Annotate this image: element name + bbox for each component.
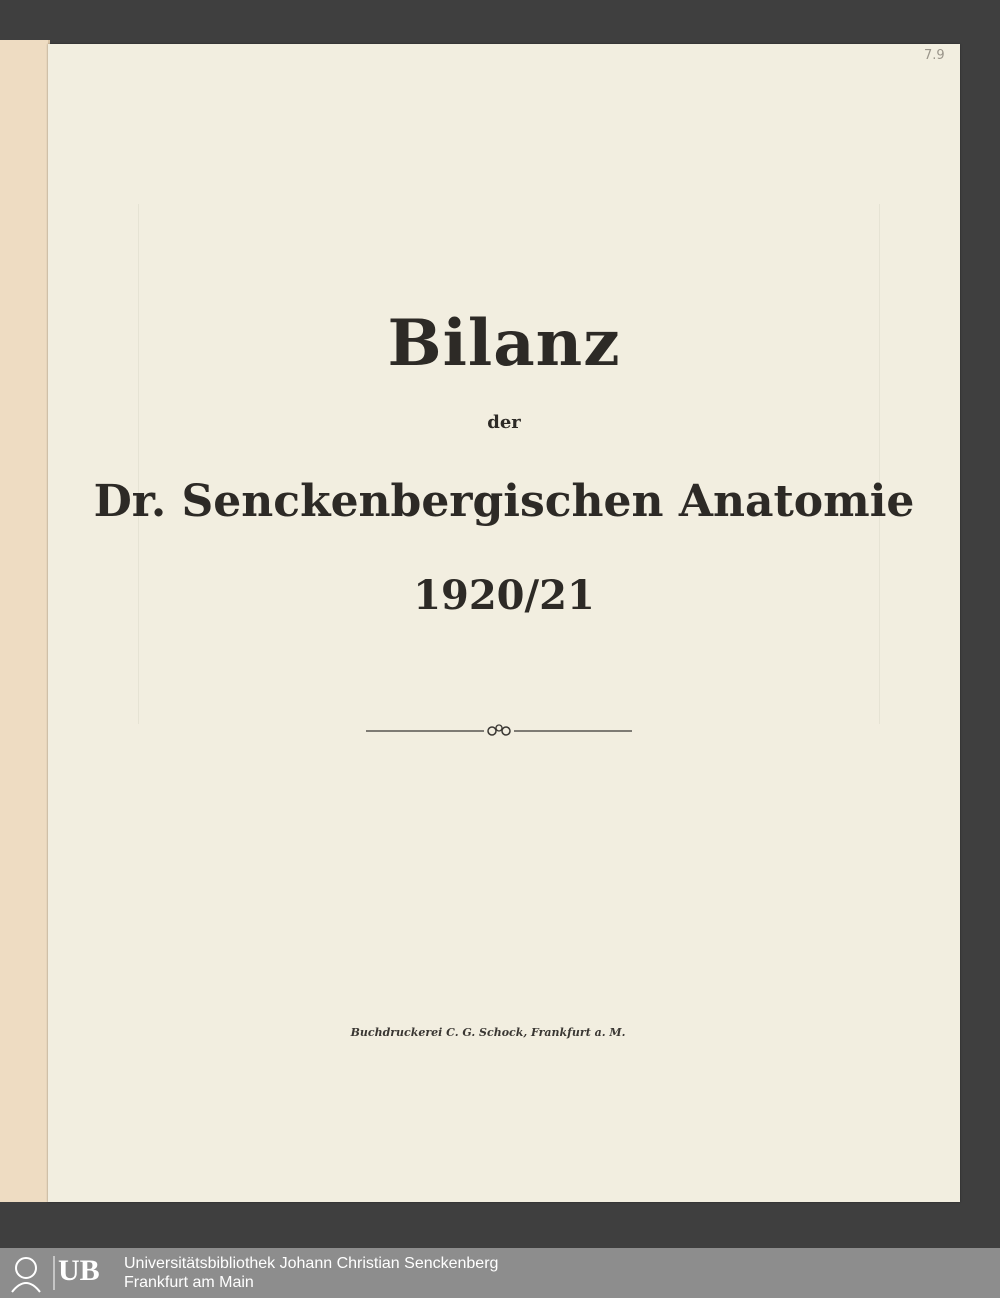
ornament-divider-icon [366,720,632,742]
library-footer [0,1248,1000,1298]
institution-name: Dr. Senckenbergischen Anatomie [93,476,915,527]
printer-imprint: Buchdruckerei C. G. Schock, Frankfurt a. M. [350,1026,626,1039]
library-name: Universitätsbibliothek Johann Christian Senckenberg [124,1255,499,1272]
document-page [48,44,960,1202]
title-connector: der [487,412,521,433]
document-title: Bilanz [387,306,621,381]
ub-logo-text: UB [58,1254,100,1287]
footer-text [124,1254,498,1292]
fiscal-year: 1920/21 [413,572,595,619]
show-through-table [138,204,880,724]
pencil-annotation: 7.9 [924,48,945,63]
previous-page-edge [0,40,50,1202]
library-location: Frankfurt am Main [124,1274,254,1291]
